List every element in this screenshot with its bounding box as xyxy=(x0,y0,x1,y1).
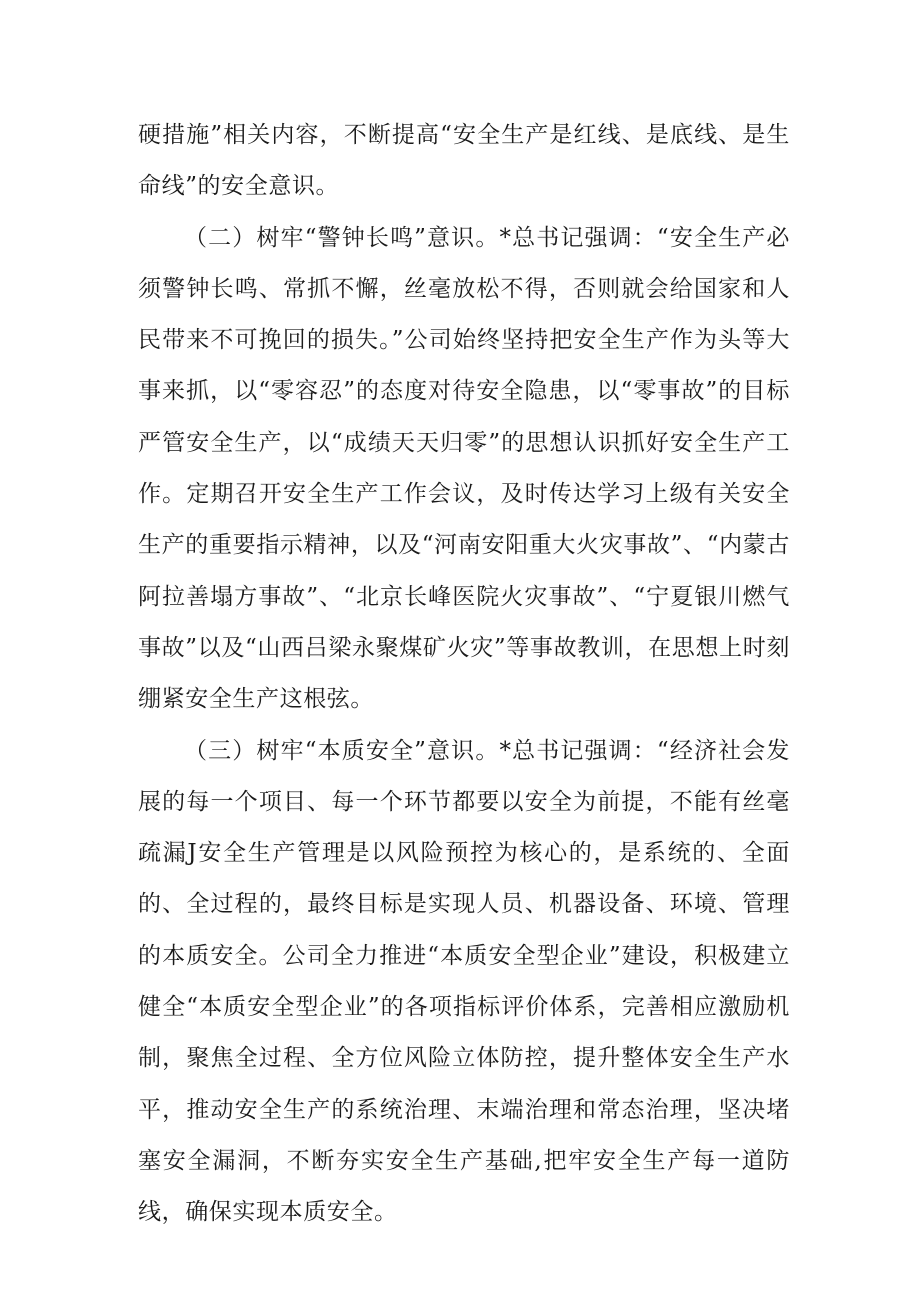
document-body xyxy=(138,110,790,1239)
paragraph-continuation: 硬措施”相关内容，不断提高“安全生产是红线、是底线、是生命线”的安全意识。 xyxy=(138,122,790,200)
paragraph-section-3: （三）树牢“本质安全”意识。*总书记强调：“经济社会发展的每一个项目、每一个环节都要以安全为前提，不能有丝毫疏漏J安全生产管理是以风险预控为核心的，是系统的、全面的、全过程的，最终目标是实现人员、机器设备、环境、管理的本质安全。公司全力推进“本质安全型企业”建设，积极建立健全“本质安全型企业”的各项指标评价体系，完善相应激励机制，聚焦全过程、全方位风险立体防控，提升整体安全生产水平，推动安全生产的系统治理、末端治理和常态治理，坚决堵塞安全漏洞，不断夯实安全生产基础,把牢安全生产每一道防线，确保实现本质安全。 xyxy=(138,737,790,1226)
paragraph-section-2: （二）树牢“警钟长鸣”意识。*总书记强调：“安全生产必须警钟长鸣、常抓不懈，丝毫放松不得，否则就会给国家和人民带来不可挽回的损失。”公司始终坚持把安全生产作为头等大事来抓，以“零容忍”的态度对待安全隐患，以“零事故”的目标严管安全生产，以“成绩天天归零”的思想认识抓好安全生产工作。定期召开安全生产工作会议，及时传达学习上级有关安全生产的重要指示精神，以及“河南安阳重大火灾事故”、“内蒙古阿拉善塌方事故”、“北京长峰医院火灾事故”、“宁夏银川燃气事故”以及“山西吕梁永聚煤矿火灾”等事故教训，在思想上时刻绷紧安全生产这根弦。 xyxy=(138,224,790,713)
